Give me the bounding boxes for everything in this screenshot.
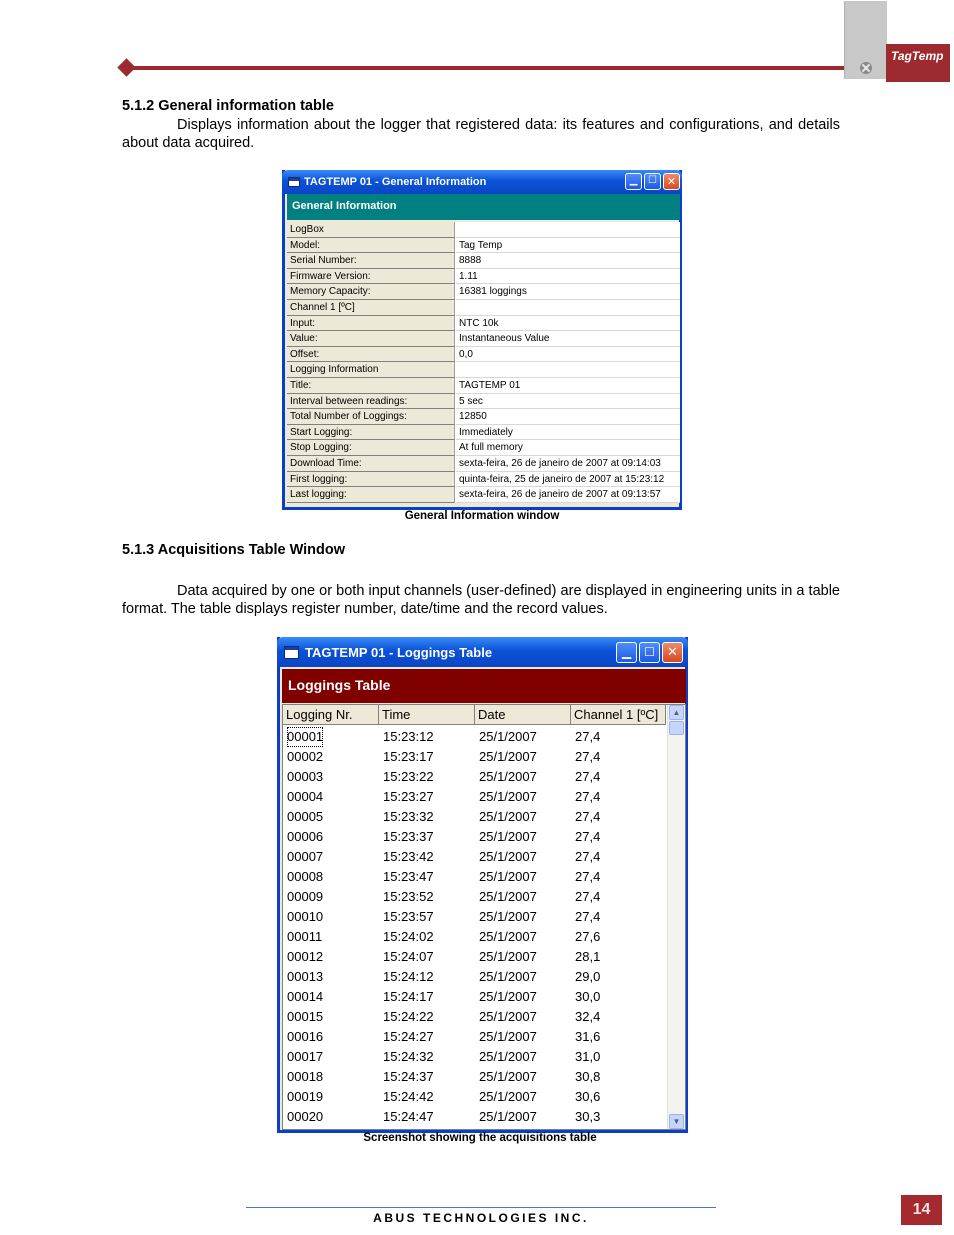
table-row[interactable] [283,747,666,767]
column-header[interactable]: Logging Nr. [283,705,379,725]
general-info-titlebar[interactable] [282,170,682,194]
table-cell: 25/1/2007 [479,1049,537,1064]
table-cell: 30,3 [575,1109,601,1124]
table-cell: 00010 [287,909,324,924]
general-info-banner: General Information [287,194,680,220]
caption-acquisitions: Screenshot showing the acquisitions table [363,1132,597,1144]
info-row [287,378,680,394]
info-row [287,331,680,347]
info-value: sexta-feira, 26 de janeiro de 2007 at 09:14:03 [456,456,680,472]
table-cell: 15:23:12 [383,729,434,744]
footer-rule [246,1207,716,1208]
table-row[interactable] [283,967,666,987]
info-key: Value: [287,331,455,347]
table-cell: 25/1/2007 [479,989,537,1004]
maximize-button[interactable]: ☐ [639,642,660,663]
table-row[interactable] [283,787,666,807]
info-value [456,222,680,238]
column-header[interactable]: Time [379,705,475,725]
section-heading-general-info: 5.1.2 General information table [122,98,334,114]
loggings-table[interactable] [282,704,686,1130]
table-cell: 25/1/2007 [479,1069,537,1084]
table-cell: 25/1/2007 [479,1109,537,1124]
caption-general-info: General Information window [404,510,560,522]
table-cell: 00013 [287,969,324,984]
table-cell: 25/1/2007 [479,889,537,904]
table-cell: 00004 [287,789,324,804]
table-cell: 00017 [287,1049,324,1064]
info-row [287,347,680,363]
table-cell: 30,6 [575,1089,601,1104]
table-cell: 00008 [287,869,324,884]
table-cell: 00002 [287,749,324,764]
info-row [287,300,680,316]
info-row [287,284,680,300]
table-row[interactable] [283,767,666,787]
info-value: NTC 10k [456,316,680,332]
table-row[interactable] [283,947,666,967]
info-row [287,238,680,254]
info-key: Logging Information [287,362,455,378]
minimize-button[interactable]: ▁ [625,173,642,190]
table-cell: 27,4 [575,849,601,864]
table-cell: 15:24:32 [383,1049,434,1064]
table-cell: 15:23:32 [383,809,434,824]
table-cell: 25/1/2007 [479,969,537,984]
close-button[interactable]: ✕ [662,642,683,663]
loggings-window [277,637,688,1133]
table-row[interactable] [283,807,666,827]
info-value: Tag Temp [456,238,680,254]
header-tag: TagTemp [886,44,950,82]
table-cell: 25/1/2007 [479,809,537,824]
info-value: 1.11 [456,269,680,285]
table-cell: 25/1/2007 [479,1029,537,1044]
table-row[interactable] [283,927,666,947]
table-row[interactable] [283,867,666,887]
info-value: At full memory [456,440,680,456]
table-cell: 00006 [287,829,324,844]
info-row [287,425,680,441]
column-header[interactable]: Channel 1 [ºC] [571,705,666,725]
table-cell: 25/1/2007 [479,949,537,964]
maximize-button[interactable]: ☐ [644,173,661,190]
table-cell: 00009 [287,889,324,904]
table-cell: 25/1/2007 [479,1009,537,1024]
info-value: 16381 loggings [456,284,680,300]
table-cell: 27,4 [575,789,601,804]
table-cell: 27,4 [575,769,601,784]
table-cell: 00001 [287,727,323,747]
table-cell: 27,4 [575,869,601,884]
close-button[interactable]: ✕ [663,173,680,190]
table-cell: 15:24:17 [383,989,434,1004]
table-cell: 00019 [287,1089,324,1104]
info-row [287,222,680,238]
table-cell: 15:24:12 [383,969,434,984]
scroll-thumb[interactable] [669,721,684,735]
table-cell: 15:24:42 [383,1089,434,1104]
info-key: Download Time: [287,456,455,472]
info-row [287,362,680,378]
section-text-acquisitions: Data acquired by one or both input channels (user-defined) are displayed in engineering units in a table format. The table displays register number, date/time and the record values. [122,583,840,617]
table-cell: 00014 [287,989,324,1004]
window-title: TAGTEMP 01 - General Information [304,176,487,188]
table-cell: 31,0 [575,1049,601,1064]
info-key: Last logging: [287,487,455,503]
info-value [456,300,680,316]
close-circle-icon [860,62,872,74]
info-row [287,472,680,488]
info-key: Stop Logging: [287,440,455,456]
table-cell: 27,4 [575,809,601,824]
table-cell: 15:24:27 [383,1029,434,1044]
info-value: 5 sec [456,394,680,410]
info-key: Offset: [287,347,455,363]
info-key: Interval between readings: [287,394,455,410]
window-title: TAGTEMP 01 - Loggings Table [305,645,493,660]
table-cell: 32,4 [575,1009,601,1024]
info-value: Instantaneous Value [456,331,680,347]
table-cell: 31,6 [575,1029,601,1044]
table-cell: 25/1/2007 [479,1089,537,1104]
vertical-scrollbar[interactable] [667,705,685,1129]
table-cell: 15:23:42 [383,849,434,864]
table-cell: 15:23:47 [383,869,434,884]
table-cell: 00003 [287,769,324,784]
table-cell: 15:23:17 [383,749,434,764]
table-cell: 00015 [287,1009,324,1024]
loggings-table-header [283,705,666,725]
info-value: TAGTEMP 01 [456,378,680,394]
info-key: Memory Capacity: [287,284,455,300]
info-row [287,253,680,269]
info-row [287,440,680,456]
table-cell: 15:23:57 [383,909,434,924]
table-cell: 00005 [287,809,324,824]
loggings-banner: Loggings Table [282,669,686,703]
info-key: LogBox [287,222,455,238]
table-row[interactable] [283,1027,666,1047]
table-cell: 27,4 [575,829,601,844]
table-cell: 25/1/2007 [479,849,537,864]
table-cell: 28,1 [575,949,601,964]
scroll-down-icon[interactable]: ▼ [669,1114,684,1129]
info-row [287,269,680,285]
table-cell: 25/1/2007 [479,869,537,884]
info-value: 8888 [456,253,680,269]
table-cell: 29,0 [575,969,601,984]
loggings-titlebar[interactable] [277,637,688,667]
table-cell: 15:23:52 [383,889,434,904]
info-key: Title: [287,378,455,394]
table-row[interactable] [283,727,666,747]
info-key: Total Number of Loggings: [287,409,455,425]
table-cell: 25/1/2007 [479,909,537,924]
table-cell: 00020 [287,1109,324,1124]
info-key: Input: [287,316,455,332]
table-cell: 25/1/2007 [479,829,537,844]
info-key: Model: [287,238,455,254]
table-cell: 00016 [287,1029,324,1044]
info-value: 0,0 [456,347,680,363]
table-cell: 25/1/2007 [479,789,537,804]
info-key: First logging: [287,472,455,488]
table-row[interactable] [283,827,666,847]
header-rule [128,66,844,70]
window-icon [284,646,299,659]
table-cell: 27,4 [575,889,601,904]
info-value: 12850 [456,409,680,425]
page-number: 14 [901,1195,942,1225]
table-cell: 30,0 [575,989,601,1004]
table-cell: 27,4 [575,729,601,744]
info-row [287,456,680,472]
table-cell: 00011 [287,929,323,944]
table-cell: 27,6 [575,929,601,944]
table-cell: 15:24:22 [383,1009,434,1024]
section-heading-acquisitions: 5.1.3 Acquisitions Table Window [122,542,346,558]
table-row[interactable] [283,887,666,907]
table-cell: 15:24:07 [383,949,434,964]
column-header[interactable]: Date [475,705,571,725]
table-row[interactable] [283,1007,666,1027]
table-row[interactable] [283,987,666,1007]
table-row[interactable] [283,847,666,867]
info-key: Channel 1 [ºC] [287,300,455,316]
table-cell: 15:23:22 [383,769,434,784]
table-cell: 00007 [287,849,324,864]
table-cell: 00018 [287,1069,324,1084]
table-cell: 25/1/2007 [479,749,537,764]
table-row[interactable] [283,1087,666,1107]
table-cell: 25/1/2007 [479,929,537,944]
table-cell: 15:24:02 [383,929,434,944]
scroll-up-icon[interactable]: ▲ [669,705,684,720]
info-row [287,316,680,332]
info-value: quinta-feira, 25 de janeiro de 2007 at 15:23:12 [456,472,680,488]
table-row[interactable] [283,1107,666,1127]
table-cell: 30,8 [575,1069,601,1084]
info-row [287,409,680,425]
table-row[interactable] [283,1047,666,1067]
table-cell: 00012 [287,949,324,964]
table-row[interactable] [283,1067,666,1087]
info-row [287,487,680,503]
table-cell: 15:24:37 [383,1069,434,1084]
info-value: sexta-feira, 26 de janeiro de 2007 at 09:13:57 [456,487,680,503]
table-cell: 15:23:37 [383,829,434,844]
info-value [456,362,680,378]
table-cell: 15:24:47 [383,1109,434,1124]
info-key: Start Logging: [287,425,455,441]
minimize-button[interactable]: ▁ [616,642,637,663]
info-value: Immediately [456,425,680,441]
table-cell: 25/1/2007 [479,729,537,744]
table-cell: 15:23:27 [383,789,434,804]
info-key: Serial Number: [287,253,455,269]
general-info-window [282,170,682,510]
footer-company: ABUS TECHNOLOGIES INC. [373,1211,589,1225]
table-cell: 27,4 [575,909,601,924]
info-key: Firmware Version: [287,269,455,285]
table-row[interactable] [283,907,666,927]
table-cell: 27,4 [575,749,601,764]
section-text-general-info: Displays information about the logger that registered data: its features and configurations, and details about data acquired. [122,117,840,151]
general-info-table [287,222,680,503]
window-icon [288,177,300,187]
info-row [287,394,680,410]
table-cell: 25/1/2007 [479,769,537,784]
header-diamond [117,58,135,76]
